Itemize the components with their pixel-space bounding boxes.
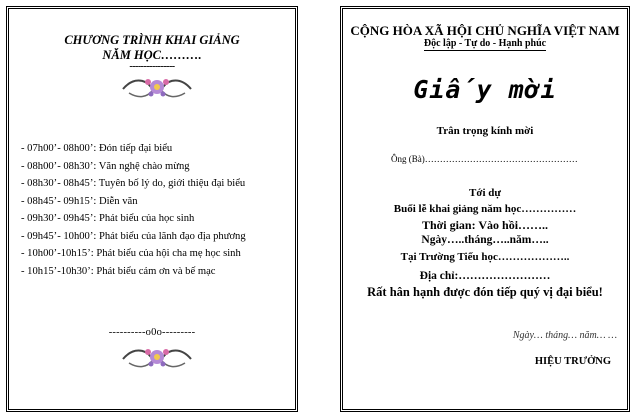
invitation-page <box>340 6 630 412</box>
date-line: Ngày… tháng… năm… … <box>512 330 617 341</box>
floral-ornament-icon <box>119 339 195 373</box>
event-line: Buổi lễ khai giảng năm học…………… <box>393 203 577 215</box>
program-title <box>9 33 295 63</box>
program-title-dashes: ---------------- <box>129 61 175 72</box>
program-page <box>6 6 298 412</box>
welcome-line: Rất hân hạnh được đón tiếp quý vị đại biểu! <box>367 285 603 299</box>
invitee-name-line: Ông (Bà)…………………………………………… <box>391 154 578 164</box>
signature-title: HIỆU TRƯỞNG <box>534 356 611 367</box>
national-header: CỘNG HÒA XÃ HỘI CHỦ NGHĨA VIỆT NAM <box>350 23 620 38</box>
schedule-item: - 08h45’- 09h15’: Diễn văn <box>21 195 138 207</box>
floral-ornament-icon <box>119 69 195 103</box>
schedule-item: - 07h00’- 08h00’: Đón tiếp đại biểu <box>21 143 173 154</box>
time-line: Thời gian: Vào hồi…….. <box>421 218 549 232</box>
invitation-greeting: Trân trọng kính mời <box>436 125 534 137</box>
school-line: Tại Trường Tiểu học……………….. <box>400 251 570 263</box>
national-motto-text: Độc lập - Tự do - Hạnh phúc <box>423 38 547 49</box>
schedule-item: - 08h00’- 08h30’: Văn nghệ chào mừng <box>21 160 190 172</box>
schedule-item: - 08h30’- 08h45’: Tuyên bố lý do, giới thiệu đại biểu <box>21 178 246 189</box>
day-line: Ngày…..tháng…..năm….. <box>421 234 549 246</box>
program-footer-mark: ----------o0o--------- <box>108 327 196 338</box>
program-title-line1: CHƯƠNG TRÌNH KHAI GIẢNG <box>64 33 240 47</box>
national-motto <box>343 38 627 49</box>
invitation-title: Giấy mời <box>413 75 557 104</box>
schedule-item: - 09h45’- 10h00’: Phát biểu của lãnh đạo địa phương <box>21 230 246 242</box>
program-schedule <box>21 140 289 280</box>
schedule-item: - 10h00’-10h15’: Phát biểu của hội cha mẹ học sinh <box>21 248 241 259</box>
schedule-item: - 10h15’-10h30’: Phát biểu cảm ơn và bế mạc <box>21 265 216 277</box>
program-title-line2: NĂM HỌC………. <box>102 48 202 62</box>
address-line: Địa chỉ:…………………… <box>419 270 551 282</box>
schedule-item: - 09h30’- 09h45’: Phát biểu của học sinh <box>21 213 195 224</box>
attend-text: Tới dự <box>469 187 501 199</box>
